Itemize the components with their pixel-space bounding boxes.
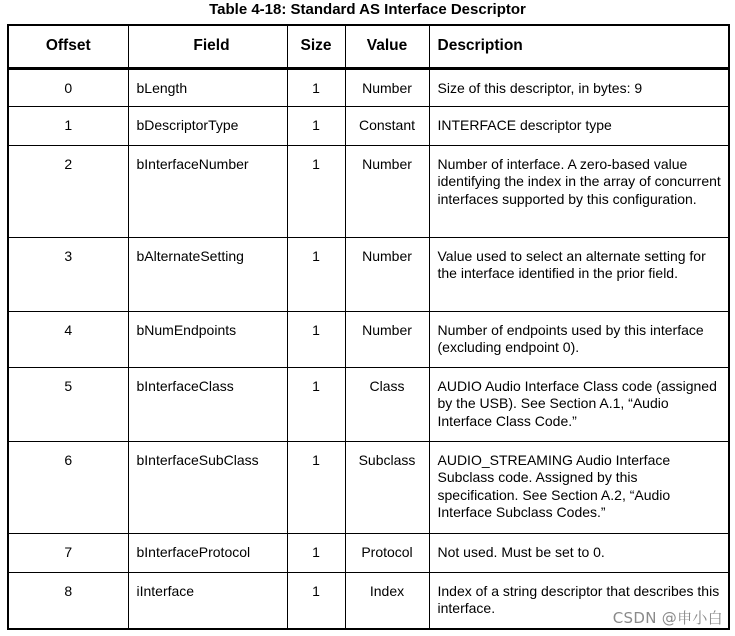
cell-value: Protocol xyxy=(345,533,429,572)
cell-field: bLength xyxy=(128,68,287,106)
header-offset: Offset xyxy=(8,25,128,68)
table-row xyxy=(8,68,729,106)
header-value: Value xyxy=(345,25,429,68)
cell-size: 1 xyxy=(287,311,345,367)
cell-field: bNumEndpoints xyxy=(128,311,287,367)
cell-value: Constant xyxy=(345,106,429,145)
cell-value: Class xyxy=(345,367,429,441)
table-row xyxy=(8,237,729,311)
cell-offset: 1 xyxy=(8,106,128,145)
cell-description: Index of a string descriptor that describes this interface. xyxy=(429,572,729,629)
cell-field: bAlternateSetting xyxy=(128,237,287,311)
cell-description: AUDIO Audio Interface Class code (assigned by the USB). See Section A.1, “Audio Interface Class Code.” xyxy=(429,367,729,441)
header-description: Description xyxy=(429,25,729,68)
cell-field: bDescriptorType xyxy=(128,106,287,145)
table-row xyxy=(8,145,729,237)
cell-size: 1 xyxy=(287,367,345,441)
watermark: CSDN @申小白 xyxy=(612,609,723,627)
cell-size: 1 xyxy=(287,533,345,572)
cell-description: Number of endpoints used by this interface (excluding endpoint 0). xyxy=(429,311,729,367)
table-row xyxy=(8,311,729,367)
cell-offset: 8 xyxy=(8,572,128,629)
cell-offset: 6 xyxy=(8,441,128,533)
table-caption: Table 4-18: Standard AS Interface Descriptor xyxy=(209,1,526,18)
cell-size: 1 xyxy=(287,237,345,311)
table-row xyxy=(8,106,729,145)
cell-field: bInterfaceProtocol xyxy=(128,533,287,572)
cell-value: Subclass xyxy=(345,441,429,533)
cell-offset: 7 xyxy=(8,533,128,572)
header-size: Size xyxy=(287,25,345,68)
cell-description: Value used to select an alternate setting for the interface identified in the prior field. xyxy=(429,237,729,311)
cell-offset: 3 xyxy=(8,237,128,311)
cell-description: Size of this descriptor, in bytes: 9 xyxy=(429,68,729,106)
cell-description: AUDIO_STREAMING Audio Interface Subclass code. Assigned by this specification. See Section A.2, “Audio Interface Subclass Codes.” xyxy=(429,441,729,533)
cell-offset: 0 xyxy=(8,68,128,106)
table-row xyxy=(8,441,729,533)
cell-size: 1 xyxy=(287,441,345,533)
cell-value: Number xyxy=(345,145,429,237)
cell-offset: 4 xyxy=(8,311,128,367)
header-field: Field xyxy=(128,25,287,68)
descriptor-table xyxy=(7,24,730,630)
cell-description: Number of interface. A zero-based value identifying the index in the array of concurrent interfaces supported by this configuration. xyxy=(429,145,729,237)
cell-size: 1 xyxy=(287,145,345,237)
cell-field: bInterfaceSubClass xyxy=(128,441,287,533)
cell-value: Number xyxy=(345,311,429,367)
cell-offset: 2 xyxy=(8,145,128,237)
cell-value: Number xyxy=(345,68,429,106)
cell-description: Not used. Must be set to 0. xyxy=(429,533,729,572)
cell-field: bInterfaceClass xyxy=(128,367,287,441)
cell-size: 1 xyxy=(287,68,345,106)
cell-offset: 5 xyxy=(8,367,128,441)
cell-value: Number xyxy=(345,237,429,311)
table-row xyxy=(8,533,729,572)
cell-size: 1 xyxy=(287,106,345,145)
cell-value: Index xyxy=(345,572,429,629)
cell-field: iInterface xyxy=(128,572,287,629)
table-row xyxy=(8,367,729,441)
cell-field: bInterfaceNumber xyxy=(128,145,287,237)
header-row xyxy=(8,25,729,68)
cell-size: 1 xyxy=(287,572,345,629)
cell-description: INTERFACE descriptor type xyxy=(429,106,729,145)
